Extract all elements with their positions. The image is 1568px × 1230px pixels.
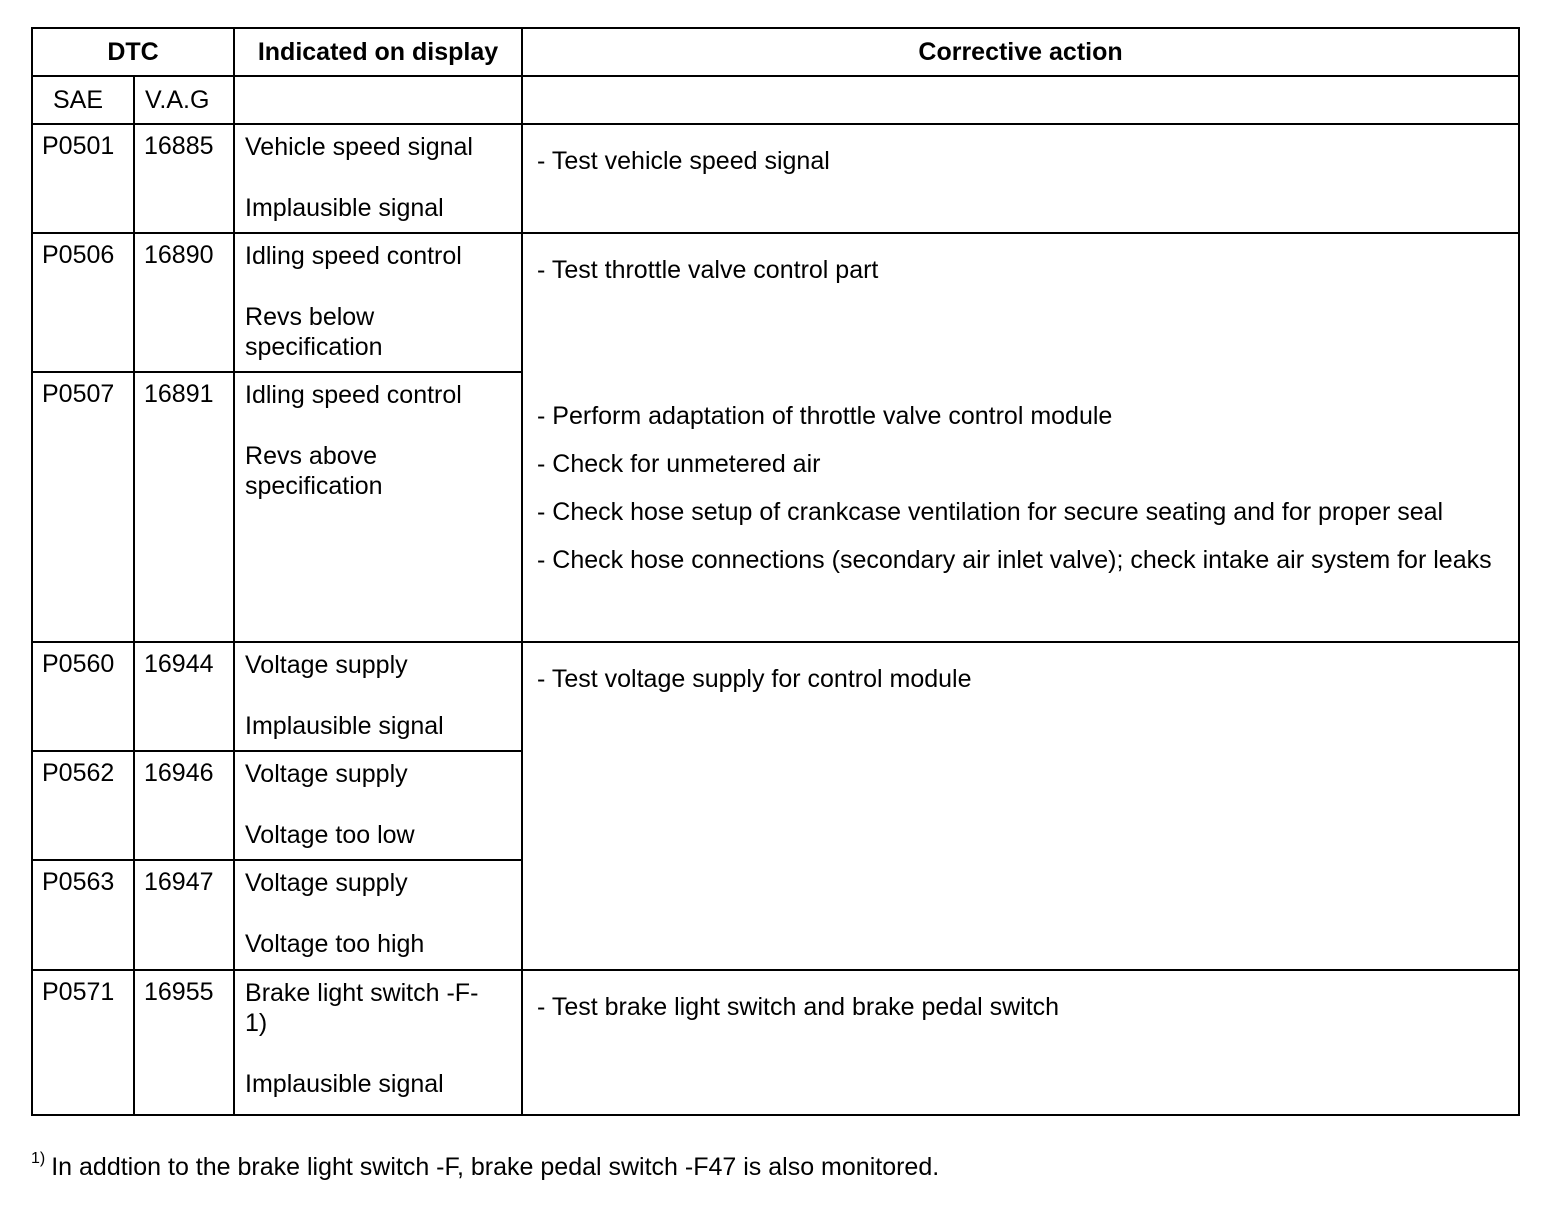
display-text	[234, 372, 522, 642]
display-text	[234, 970, 522, 1115]
footnote-marker: 1)	[31, 1150, 46, 1167]
display-line: Idling speed control	[245, 242, 462, 270]
sae-code: P0501	[32, 124, 134, 233]
sae-header: SAE	[32, 76, 134, 124]
display-line: Voltage too high	[245, 930, 425, 958]
vag-code: 16946	[134, 751, 234, 860]
vag-code: 16955	[134, 970, 234, 1115]
corrective-action	[522, 970, 1519, 1115]
display-line: Voltage supply	[245, 651, 408, 679]
sae-code: P0560	[32, 642, 134, 751]
table-row	[32, 233, 1519, 372]
display-line: Implausible signal	[245, 1070, 444, 1098]
action-item: - Check hose connections (secondary air inlet valve); check intake air system for leaks	[537, 546, 1492, 574]
action-item: - Test vehicle speed signal	[537, 147, 830, 175]
display-text	[234, 124, 522, 233]
action-item: - Test throttle valve control part	[537, 256, 879, 284]
dtc-table	[31, 27, 1520, 1116]
display-line: Revs above specification	[245, 442, 383, 500]
display-text	[234, 860, 522, 970]
sae-code: P0506	[32, 233, 134, 372]
display-line: Idling speed control	[245, 381, 462, 409]
corrective-action	[522, 124, 1519, 233]
display-line: Implausible signal	[245, 194, 444, 222]
empty-cell	[522, 76, 1519, 124]
dtc-header: DTC	[32, 28, 234, 76]
table-row	[32, 970, 1519, 1115]
display-text	[234, 751, 522, 860]
action-item: - Test voltage supply for control module	[537, 665, 972, 693]
display-line: Voltage supply	[245, 869, 408, 897]
vag-code: 16891	[134, 372, 234, 642]
vag-header: V.A.G	[134, 76, 234, 124]
display-header: Indicated on display	[234, 28, 522, 76]
vag-code: 16890	[134, 233, 234, 372]
action-header: Corrective action	[522, 28, 1519, 76]
action-item: - Test brake light switch and brake pedal switch	[537, 993, 1060, 1021]
display-line: Voltage too low	[245, 821, 415, 849]
sae-code: P0563	[32, 860, 134, 970]
sae-code: P0571	[32, 970, 134, 1115]
display-line: Voltage supply	[245, 760, 408, 788]
vag-code: 16885	[134, 124, 234, 233]
table-row	[32, 642, 1519, 751]
action-item: - Check for unmetered air	[537, 450, 821, 478]
display-text	[234, 642, 522, 751]
corrective-action	[522, 233, 1519, 642]
footnote-text: In addtion to the brake light switch -F, brake pedal switch -F47 is also monitored.	[51, 1153, 940, 1181]
sae-code: P0562	[32, 751, 134, 860]
vag-code: 16947	[134, 860, 234, 970]
footnote	[31, 1150, 939, 1182]
display-text	[234, 233, 522, 372]
display-line: Implausible signal	[245, 712, 444, 740]
subheader-row	[32, 76, 1519, 124]
action-item: - Perform adaptation of throttle valve control module	[537, 402, 1113, 430]
action-item: - Check hose setup of crankcase ventilation for secure seating and for proper seal	[537, 498, 1444, 526]
sae-code: P0507	[32, 372, 134, 642]
display-line: Vehicle speed signal	[245, 133, 473, 161]
table-row	[32, 124, 1519, 233]
display-line: Brake light switch -F- 1)	[245, 979, 479, 1037]
corrective-action	[522, 642, 1519, 970]
empty-cell	[234, 76, 522, 124]
display-line: Revs below specification	[245, 303, 383, 361]
header-row	[32, 28, 1519, 76]
vag-code: 16944	[134, 642, 234, 751]
